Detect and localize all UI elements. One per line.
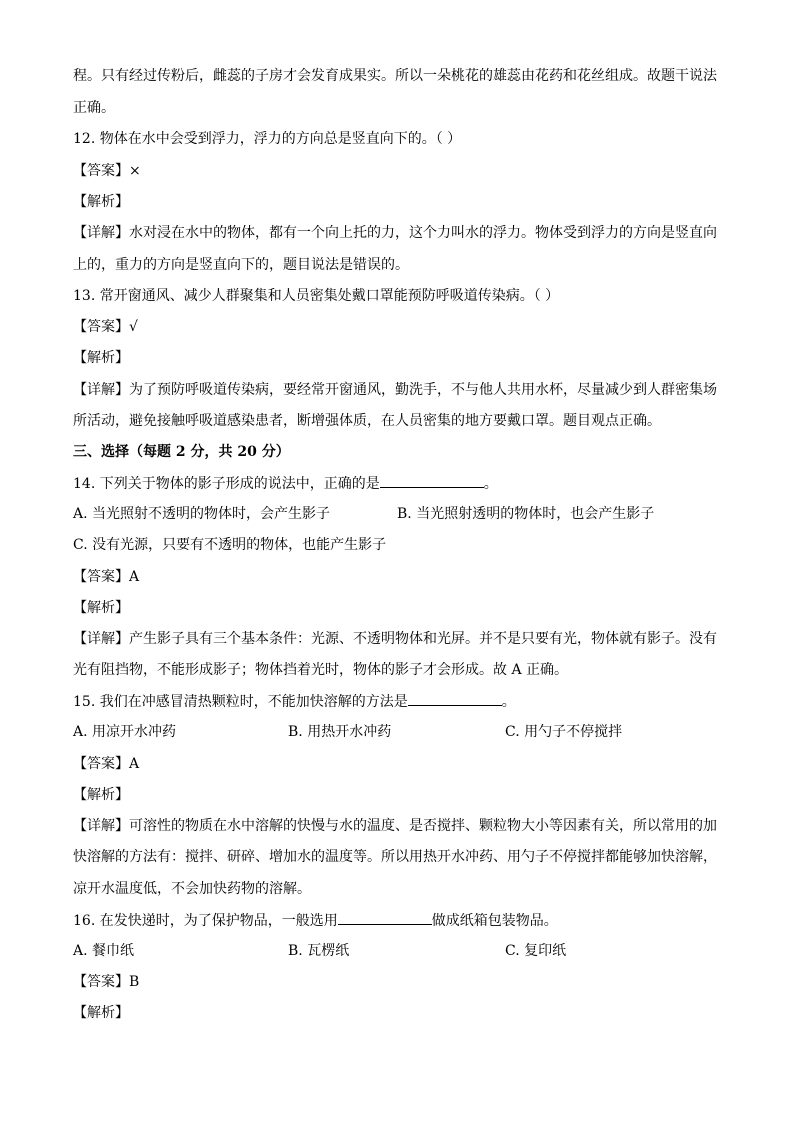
question-12: 12. 物体在水中会受到浮力，浮力的方向总是竖直向下的。（ ）: [73, 131, 462, 147]
paragraph-line: 程。只有经过传粉后，雌蕊的子房才会发育成果实。所以一朵桃花的雄蕊由花药和花丝组成。故题干说法: [73, 68, 717, 84]
option-b: B. 瓦楞纸: [288, 943, 350, 959]
analysis-label: 【解析】: [73, 600, 129, 616]
detail-line: 【详解】水对浸在水中的物体，都有一个向上托的力，这个力叫水的浮力。物体受到浮力的方向是竖直向: [73, 225, 717, 241]
option-b: B. 当光照射透明的物体时，也会产生影子: [397, 506, 655, 522]
detail-line: 【详解】为了预防呼吸道传染病，要经常开窗通风，勤洗手，不与他人共用水杯，尽量减少到人群密集场: [73, 382, 717, 398]
question-text: 做成纸箱包装物品。: [431, 913, 558, 929]
option-b: B. 用热开水冲药: [288, 724, 392, 740]
detail-line: 快溶解的方法有：搅拌、研碎、增加水的温度等。所以用热开水冲药、用勺子不停搅拌都能够加快溶解，: [73, 849, 717, 865]
detail-line: 【详解】可溶性的物质在水中溶解的快慢与水的温度、是否搅拌、颗粒物大小等因素有关，所以常用的加: [73, 818, 717, 834]
detail-line: 光有阻挡物，不能形成影子；物体挡着光时，物体的影子才会形成。故 A 正确。: [73, 662, 569, 678]
paragraph-line: 正确。: [73, 100, 115, 116]
option-a: A. 当光照射不透明的物体时，会产生影子: [73, 506, 331, 522]
question-text: 15. 我们在冲感冒清热颗粒时，不能加快溶解的方法是: [73, 694, 408, 710]
detail-line: 所活动，避免接触呼吸道感染患者，断增强体质，在人员密集的地方要戴口罩。题目观点正确。: [73, 413, 661, 429]
question-16: [73, 910, 558, 930]
question-text: 14. 下列关于物体的影子形成的说法中，正确的是: [73, 476, 380, 492]
question-13: 13. 常开窗通风、减少人群聚集和人员密集处戴口罩能预防呼吸道传染病。（ ）: [73, 288, 560, 304]
question-text: 。: [501, 694, 516, 710]
answer-label: 【答案】√: [73, 319, 138, 335]
option-c: C. 没有光源，只要有不透明的物体，也能产生影子: [73, 537, 387, 553]
detail-line: 【详解】产生影子具有三个基本条件：光源、不透明物体和光屏。并不是只要有光，物体就有影子。没有: [73, 631, 717, 647]
answer-blank: [408, 691, 502, 706]
question-14: [73, 473, 498, 493]
analysis-label: 【解析】: [73, 350, 129, 366]
answer-label: 【答案】A: [73, 756, 140, 772]
option-c: C. 用勺子不停搅拌: [505, 724, 623, 740]
answer-label: 【答案】B: [73, 974, 140, 990]
detail-line: 上的，重力的方向是竖直向下的，题目说法是错误的。: [73, 257, 409, 273]
option-c: C. 复印纸: [505, 943, 567, 959]
answer-blank: [380, 473, 484, 488]
section-heading: 三、选择（每题 2 分，共 20 分）: [73, 444, 290, 460]
question-text: 16. 在发快递时，为了保护物品，一般选用: [73, 913, 338, 929]
answer-label: 【答案】A: [73, 569, 140, 585]
option-a: A. 用凉开水冲药: [73, 724, 177, 740]
question-text: 。: [483, 476, 498, 492]
analysis-label: 【解析】: [73, 194, 129, 210]
detail-line: 凉开水温度低，不会加快药物的溶解。: [73, 881, 311, 897]
analysis-label: 【解析】: [73, 787, 129, 803]
answer-label: 【答案】×: [73, 163, 141, 179]
answer-blank: [338, 910, 432, 925]
option-a: A. 餐巾纸: [73, 943, 135, 959]
question-15: [73, 691, 516, 711]
analysis-label: 【解析】: [73, 1005, 129, 1021]
